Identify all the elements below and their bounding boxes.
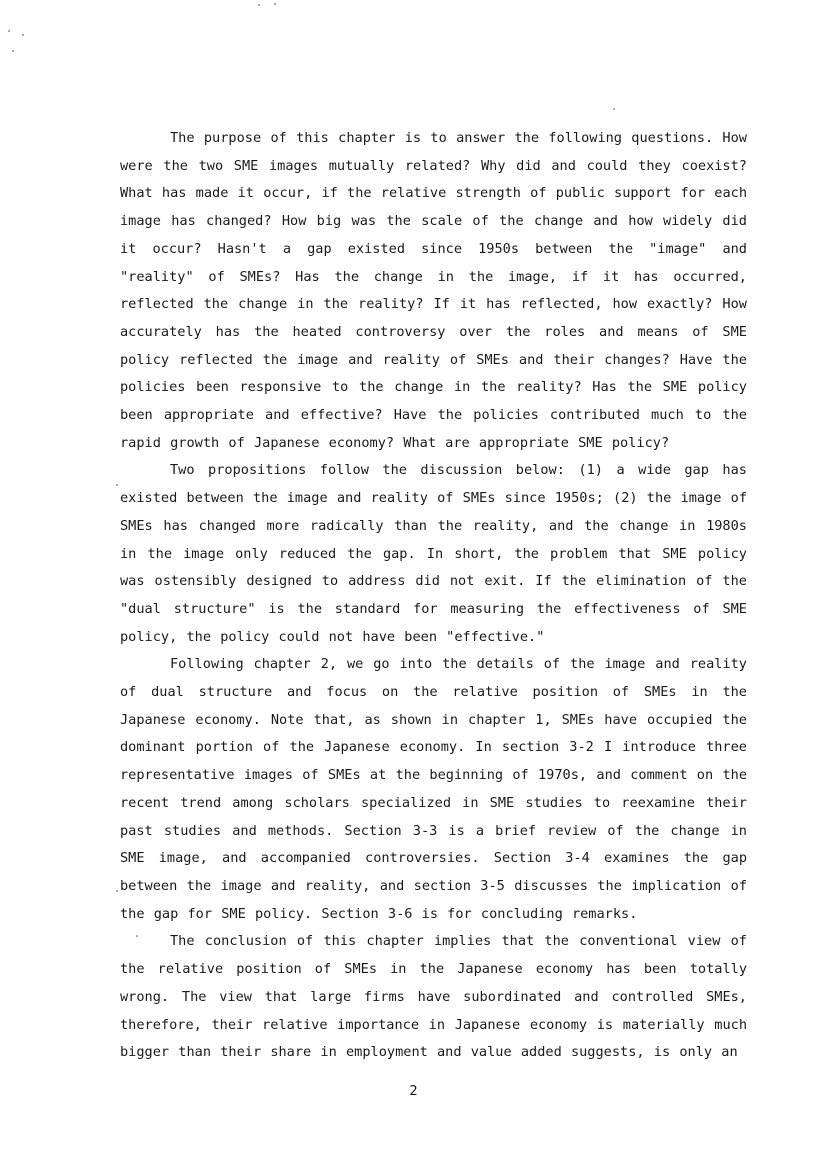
body-text (120, 125, 747, 1067)
paragraph-outline: Following chapter 2, we go into the details of the image and reality of dual structure and focus on the relative position of SMEs in the Japanese economy. Note that, as shown in chapter 1, SMEs have occupied the dominant portion of the Japanese economy. In section 3-2 I introduce three representative images of SMEs at the beginning of 1970s, and comment on the recent trend among scholars specialized in SME studies to reexamine their past studies and methods. Section 3-3 is a brief review of the change in SME image, and accompanied controversies. Section 3-4 examines the gap between the image and reality, and section 3-5 discusses the implication of the gap for SME policy. Section 3-6 is for concluding remarks. (120, 656, 747, 922)
scan-speck (22, 34, 24, 36)
page-number: 2 (409, 1083, 418, 1099)
paragraph-conclusion: The conclusion of this chapter implies that the conventional view of the relative position of SMEs in the Japanese economy has been totally wrong. The view that large firms have subordinated and controlled SMEs, therefore, their relative importance in Japanese economy is materially much bigger than their share in employment and value added suggests, is only an (120, 933, 747, 1061)
scan-speck (116, 484, 118, 486)
scan-speck (116, 890, 118, 892)
paragraph-propositions: Two propositions follow the discussion below: (1) a wide gap has existed between the image and reality of SMEs since 1950s; (2) the image of SMEs has changed more radically than the reality, and the change in 1980s in the image only reduced the gap. In short, the problem that SME policy was ostensibly designed to address did not exit. If the elimination of the "dual structure" is the standard for measuring the effectiveness of SME policy, the policy could not have been "effective." (120, 462, 747, 645)
scan-speck (12, 50, 14, 52)
scan-speck (613, 108, 615, 110)
scan-speck (8, 30, 10, 32)
scan-speck (274, 3, 276, 5)
paragraph-purpose: The purpose of this chapter is to answer the following questions. How were the two SME images mutually related? Why did and could they coexist? What has made it occur, if the relative strength of public support for each image has changed? How big was the scale of the change and how widely did it occur? Hasn't a gap existed since 1950s between the "image" and "reality" of SMEs? Has the change in the image, if it has occurred, reflected the change in the reality? If it has reflected, how exactly? How accurately has the heated controversy over the roles and means of SME policy reflected the image and reality of SMEs and their changes? Have the policies been responsive to the change in the reality? Has the SME policy been appropriate and effective? Have the policies contributed much to the rapid growth of Japanese economy? What are appropriate SME policy? (120, 130, 747, 451)
scan-speck (258, 4, 260, 6)
